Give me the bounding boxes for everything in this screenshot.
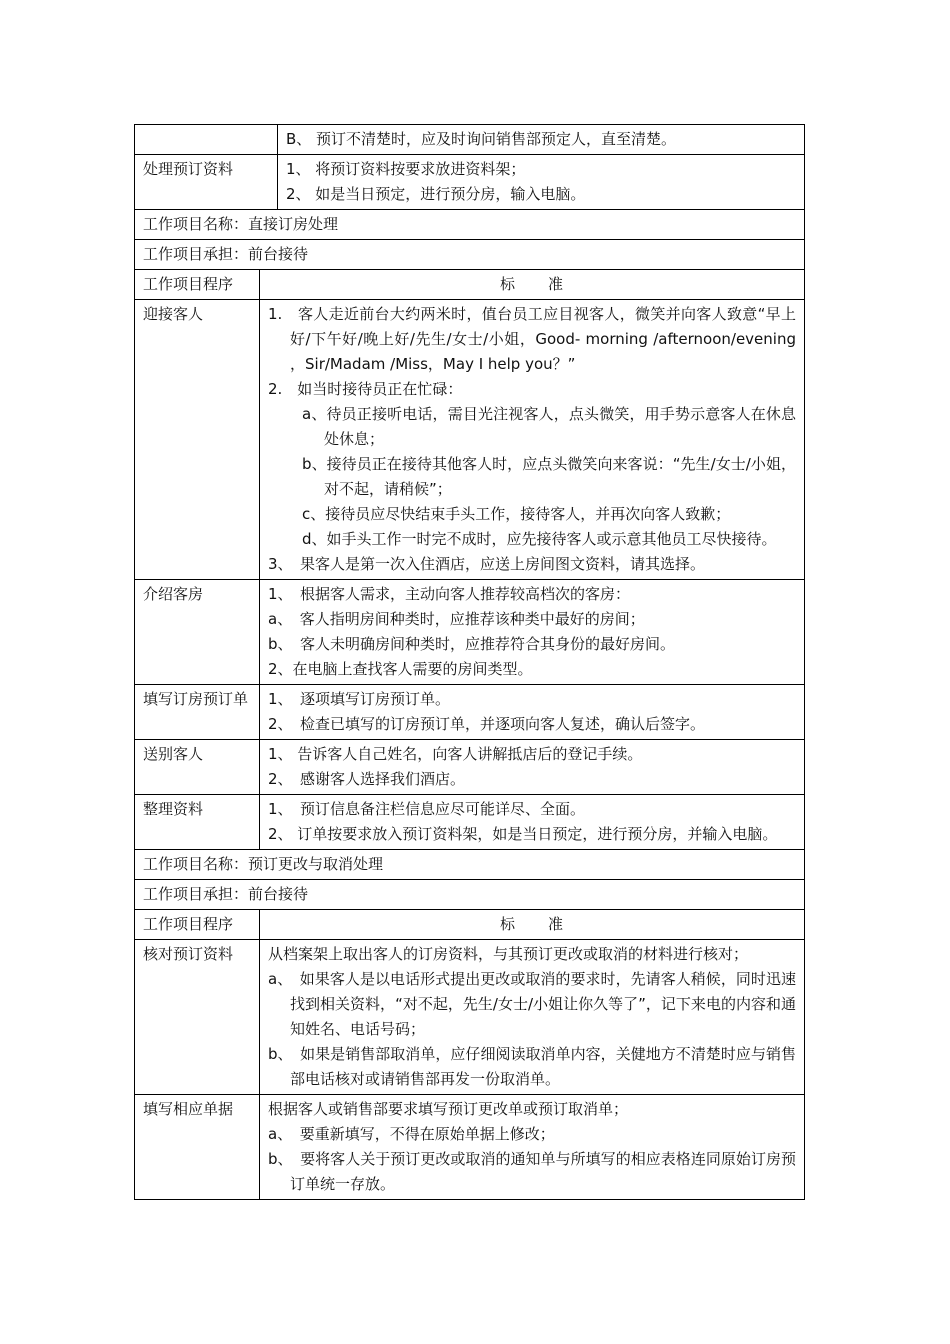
sub-item: c、接待员应尽快结束手头工作，接待客人，并再次向客人致歉； [302, 505, 731, 523]
line-text: 2、在电脑上查找客人需要的房间类型。 [268, 660, 533, 678]
header-row [134, 910, 805, 940]
table-row [134, 940, 805, 1095]
row-label [135, 125, 278, 154]
table-row [134, 685, 805, 740]
row-label: 填写订房预订单 [135, 685, 260, 739]
line-text: 1、 根据客人需求，主动向客人推荐较高档次的客房： [268, 585, 631, 603]
line-text: 1、 告诉客人自己姓名，向客人讲解抵店后的登记手续。 [268, 745, 643, 763]
para-text: 根据客人或销售部要求填写预订更改单或预订取消单； [268, 1100, 629, 1118]
para-text: 从档案架上取出客人的订房资料，与其预订更改或取消的材料进行核对； [268, 945, 749, 963]
section-title: 工作项目名称：预订更改与取消处理 [143, 855, 384, 873]
line-text: B、 预订不清楚时，应及时询问销售部预定人，直至清楚。 [286, 130, 677, 148]
sub-item: a、 要重新填写，不得在原始单据上修改； [268, 1125, 555, 1143]
row-content [278, 155, 804, 209]
table-row [134, 580, 805, 685]
line-text: 2、 如是当日预定，进行预分房，输入电脑。 [286, 185, 586, 203]
line-text: 1、 将预订资料按要求放进资料架； [286, 160, 526, 178]
header-standard: 标 准 [499, 915, 564, 933]
section-owner: 工作项目承担：前台接待 [143, 885, 309, 903]
para-text: 2. 如当时接待员正在忙碌： [268, 380, 463, 398]
para-text: 3、 果客人是第一次入住酒店，应送上房间图文资料，请其选择。 [268, 555, 706, 573]
section-title: 工作项目名称：直接订房处理 [143, 215, 339, 233]
section-owner-row [134, 880, 805, 910]
row-content [260, 795, 804, 849]
section-owner: 工作项目承担：前台接待 [143, 245, 309, 263]
row-label: 核对预订资料 [135, 940, 260, 1094]
sub-item: b、 如果是销售部取消单，应仔细阅读取消单内容，关健地方不清楚时应与销售部电话核对或请销售部再发一份取消单。 [268, 1045, 796, 1088]
table-row [134, 124, 805, 155]
table-row [134, 795, 805, 850]
row-content [260, 685, 804, 739]
section-owner-row [134, 240, 805, 270]
row-label: 介绍客房 [135, 580, 260, 684]
section-title-row [134, 210, 805, 240]
table-row [134, 740, 805, 795]
row-content [260, 1095, 804, 1199]
sub-item: b、 要将客人关于预订更改或取消的通知单与所填写的相应表格连同原始订房预订单统一存放。 [268, 1150, 796, 1193]
row-label: 处理预订资料 [135, 155, 278, 209]
row-label: 整理资料 [135, 795, 260, 849]
sub-item: d、如手头工作一时完不成时，应先接待客人或示意其他员工尽快接待。 [302, 530, 777, 548]
row-label: 送别客人 [135, 740, 260, 794]
row-label: 填写相应单据 [135, 1095, 260, 1199]
line-text: 1、 逐项填写订房预订单。 [268, 690, 451, 708]
line-text: 1、 预订信息备注栏信息应尽可能详尽、全面。 [268, 800, 586, 818]
row-content [260, 580, 804, 684]
row-content [260, 740, 804, 794]
table-row [134, 300, 805, 580]
line-text: 2、 检查已填写的订房预订单，并逐项向客人复述，确认后签字。 [268, 715, 706, 733]
sub-item: b、接待员正在接待其他客人时，应点头微笑向来客说：“先生/女士/小姐，对不起，请稍候”； [302, 455, 796, 498]
sub-item: a、待员正接听电话，需目光注视客人，点头微笑，用手势示意客人在休息处休息； [302, 405, 796, 448]
table-row [134, 155, 805, 210]
header-row [134, 270, 805, 300]
header-standard: 标 准 [499, 275, 564, 293]
table-row [134, 1095, 805, 1200]
header-program: 工作项目程序 [135, 910, 260, 939]
sub-item: a、 如果客人是以电话形式提出更改或取消的要求时，先请客人稍候，同时迅速找到相关资料，“对不起，先生/女士/小姐让你久等了”，记下来电的内容和通知姓名、电话号码； [268, 970, 796, 1038]
row-content [260, 940, 804, 1094]
line-text: 2、 订单按要求放入预订资料架，如是当日预定，进行预分房，并输入电脑。 [268, 825, 778, 843]
line-text: 2、 感谢客人选择我们酒店。 [268, 770, 466, 788]
para-text: 1. 客人走近前台大约两米时，值台员工应目视客人，微笑并向客人致意“早上好/下午好/晚上好/先生/女士/小姐，Good- morning /afternoon/evening ，Sir/Madam /Miss，May I help you？” [268, 305, 796, 373]
row-content [278, 125, 804, 154]
procedure-table [134, 124, 805, 1200]
line-text: b、 客人未明确房间种类时，应推荐符合其身份的最好房间。 [268, 635, 676, 653]
section-title-row [134, 850, 805, 880]
line-text: a、 客人指明房间种类时，应推荐该种类中最好的房间； [268, 610, 645, 628]
header-program: 工作项目程序 [135, 270, 260, 299]
row-content [260, 300, 804, 579]
row-label: 迎接客人 [135, 300, 260, 579]
